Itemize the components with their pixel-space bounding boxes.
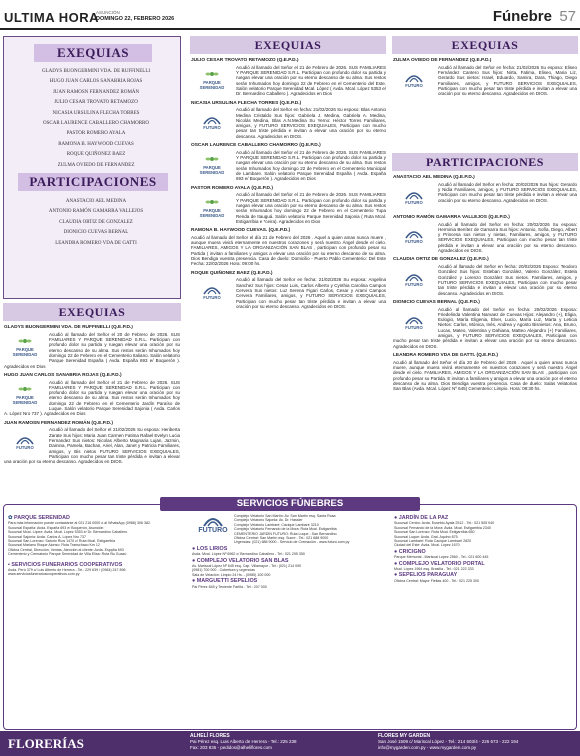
florist-2-name: FLORES MY GARDEN bbox=[378, 733, 431, 739]
service-line: Sucursal San Lorenzo: Ruta Mcal. Estigarribia 650 bbox=[394, 530, 475, 535]
futuro-logo bbox=[393, 223, 435, 251]
obituary-text: Acudió al llamado del Señor el 21 de Febrero de 2026. SUS FAMILIARES Y PARQUE SERENIDAD S.R.L. Participan con profundo dolor su partida y ruegan elevar una oración por su eterno descanso de su alma. Sus restos serán Inhumados hoy domingo 22 de Febrero en el Cementerio Jardín Paraíso de Luque. Salón velatorio Parque Serenidad Sajonia ( Avda. Carlos A. López Nro 737 ). Agradecidos en Dios bbox=[4, 379, 180, 417]
service-line: Sucursal Fernando de la Mora: Avda. Mcal. Estigarribia 2340 bbox=[394, 525, 491, 530]
service-line: Sucursal Luque: Avda. Gral. Aquino 875 bbox=[394, 534, 458, 539]
futuro-logo bbox=[191, 108, 233, 136]
index-participaciones-item: DIONICIO CUEVAS BERNAL bbox=[63, 230, 129, 236]
obituary-name: JUAN RAMOSN FERNANDEZ ROMÁN (Q.E.P.D.) bbox=[4, 420, 113, 426]
parque-serenidad-details bbox=[8, 521, 186, 556]
obituary-name: LEANDRA ROMERO VDA DE GATTI. (Q.E.P.D.) bbox=[393, 352, 499, 358]
obituary-index bbox=[3, 36, 181, 299]
services-title: SERVICIOS FÚNEBRES bbox=[160, 497, 420, 511]
marguetti-details bbox=[192, 585, 388, 589]
service-line: Sucursal San Lorenzo: Saturio Ríos 1470 c/ Ruta Mcal. Estigarribia bbox=[8, 539, 116, 544]
index-exequias-item: OSCAR LAURENCE CABALLERO CHAMORRO bbox=[43, 121, 149, 127]
cricigno-details bbox=[394, 555, 574, 559]
index-participaciones-item: CLAUDIA ORTIZ DE GONZALEZ bbox=[59, 219, 133, 225]
service-line: Pai Pérez 845 y Teniente Fariña - Tel.: 207 000 bbox=[192, 584, 267, 589]
service-line: Mcal. López 1964 esq. Brasilia - Tel.: 021 222 333 bbox=[394, 567, 474, 572]
index-exequias-list bbox=[12, 67, 180, 171]
obituary-name: RAMONA B. HAYWOOD CUEVAS. (Q.E.P.D.) bbox=[191, 228, 291, 234]
florists-title: FLORERÍAS bbox=[8, 736, 84, 751]
logo-name: PARQUE SERENIDAD bbox=[199, 80, 225, 91]
parque-serenidad-logo bbox=[191, 66, 233, 94]
futuro-logo bbox=[4, 428, 46, 456]
futuro-logo bbox=[393, 183, 435, 211]
obituary-name: ZULMA OVIEDO DE FERNANDEZ (Q.E.P.D.) bbox=[393, 58, 492, 63]
index-participaciones-item: ANASTACIO AEL MEDINA bbox=[65, 199, 127, 204]
obituary-text: Acudió al llamado del Señor el 20 de Febrero de 2026. SUS FAMILIARES Y PARQUE SERENIDAD S.R.L. Participan con profundo dolor su partida y ruegan elevar una oración por su eterno descanso de su alma. Sus restos serán Inhumados hoy domingo 22 de Febrero en el Cementerio Italiano. Salón velatorio Parque Serenidad España ( Avda. España 693 e/ Boquerón ). Agradecidos en Dios bbox=[4, 331, 180, 369]
service-line: Complejo Velatorio Fernando de la Mora: Ruta Mcal. Estigarribia bbox=[234, 527, 337, 532]
index-exequias-title: EXEQUIAS bbox=[34, 44, 152, 62]
futuro-mark-icon bbox=[405, 271, 423, 282]
column-3-participaciones bbox=[393, 175, 577, 494]
obituary-name: JULIO CESAR TROVATO RETAMOZO (Q.E.P.D.) bbox=[191, 58, 299, 63]
paraguay-details bbox=[394, 579, 574, 583]
florist-1-details bbox=[190, 739, 370, 750]
flower-icon bbox=[203, 197, 221, 208]
column-3-exequias bbox=[393, 58, 577, 151]
flower-icon bbox=[203, 69, 221, 80]
service-line: Sala de Velación: Limpio 24 Hs. - (0985) 100 000 bbox=[192, 572, 271, 577]
logo-name: PARQUE SERENIDAD bbox=[199, 165, 225, 176]
obituary-text: Acudió al llamado del Señor en fecha: 20/02/2026 Su esposa: Herminia Benítez de Gamarra Sus hijos: Antonio, Sofía, Diego, Albert y Princesa sus nietos y nietas, Familiares, amigos, y FUTURO SERVICIOS EXEQUIALES, Participan con mucho pesar tan triste pérdida e invitan a elevar una oración por su eterno descanso. Agradecidos en DIOS. bbox=[438, 221, 577, 253]
logo-name: FUTURO bbox=[203, 295, 221, 301]
service-line: Cementerio y Crematorio Parque Serenidad de Villa Elisa: Ruta Ñu Guazú bbox=[8, 552, 127, 557]
florist-line: San José 1509 c/ Mariscal López - Tel.: 214 603/4 - 226 673 - 222 194 bbox=[378, 739, 519, 745]
obituary-text: Acudió al llamado del Señor en fecha: 20/02/2026 Esposo: Teodoro González Sus hijos: Esteban González, Valerio González, Estela González y Lorenzo González Sus nietos. Familiares, amigos, y FUTURO SERVICIOS EXEQUIALES, Participan con mucho pesar tan triste pérdida e invitan a elevar una oración por su eterno descanso. Agradecidos en DIOS. bbox=[438, 264, 577, 296]
obituary-text: Acudió al llamado del Señor en fecha: 21/02/2026 Su esposo: Blas Antonio Medina Cristaldo Sus hijos: Gabriela J. Medina, Gabriela A. Medina, Nicolás Medina, Blas A.N.Medina Su Yerno: Héctor Torres Familiares, amigos, y FUTURO SERVICIOS EXEQUIALES, Participan con mucho pesar tan triste pérdida e invitan a elevar una oración por su eterno descanso. Agradecidos en DIOS. bbox=[236, 107, 386, 139]
coop-details bbox=[8, 568, 186, 577]
obituary-notice bbox=[4, 421, 180, 465]
parque-serenidad-logo bbox=[4, 333, 46, 361]
florist-line: Fax: 203 835 - pedidos@alheliflores.com bbox=[190, 744, 272, 750]
service-line: Complejo Velatorio San Martín: Av. San Martín esq. Santa Rosa bbox=[234, 514, 336, 518]
index-participaciones-list bbox=[12, 197, 180, 249]
obituary-text: Acudió al llamado del Señor el 21 de Febrero de 2026. SUS FAMILIARES Y PARQUE SERENIDAD S.R.L. Participan con profundo dolor su partida y ruegan elevar una oración por su eterno descanso de su alma. Sus restos serán Inhumados hoy domingo 22 de Febrero en el Cementerio del Este. Salón velatorio Parque Serenidad Mcal. López ( Avda. Mcal. López 5353 e/ Dr. Bernardino Caballero ). Agradecidos en Dios bbox=[236, 64, 386, 97]
section-name: ULTIMA HORA bbox=[4, 10, 100, 25]
obituary-name: PASTOR ROMERO AYALA (Q.E.P.D.) bbox=[191, 185, 273, 191]
jardin-details bbox=[394, 521, 574, 547]
obituary-text: Acudió al llamado del Señor el día 21 de Febrero del 2026 . Aquel a quien amas nunca muere , aunque muera vivirá eternamente en nuestros corazones y será nuestro Ángel desde el cielo. FAMILIARES, AMIGOS Y LA ORGANIZACIÓN SAN BLAS , participan con profundo pesar su Partida ( invitan a familiares y amigos a elevar una oración por su eterno descanso de su alma. Dios Bendiga vuestra presencia. Casa de duelo: Domicilio - Puerto Pablo Cementerio: Del Este Fecha: 22/02/2026 Hora: 09:00 hs. bbox=[191, 234, 386, 267]
florist-line: info@mygarden.com.py - www.mygarden.com.py bbox=[378, 744, 477, 750]
paraguay-name: ● SEPELIOS PARAGUAY bbox=[394, 572, 458, 579]
florist-2-details bbox=[378, 739, 578, 750]
service-line: Complejo Velatorio Lambaré: Cacique Lambaré 3210 bbox=[234, 522, 319, 527]
logo-name: PARQUE SERENIDAD bbox=[199, 207, 225, 218]
index-exequias-item: HUGO JUAN CARLOS SANABRIA ROJAS bbox=[49, 79, 143, 85]
header-city: ASUNCIÓN bbox=[96, 10, 120, 15]
index-exequias-item: GLADYS BUONGERMINI VDA. DE RUFFINELLI bbox=[41, 69, 151, 74]
service-line: Oficina Central, Dirección, Ventas, Atención al cliente: Avda. España 693 bbox=[8, 547, 124, 552]
florist-line: Pai Pérez esq. Luis Alberto de Herrera - Tel.: 225 238 bbox=[190, 739, 297, 745]
service-line: Sucursal Centro: Avda. Eusebio Ayala 2512 - Tel.: 021 505 040 bbox=[394, 521, 495, 526]
logo-name: FUTURO bbox=[405, 324, 423, 330]
futuro-mark-icon bbox=[405, 228, 423, 239]
obituary-text: Acudió al llamado del Señor el 21 de Febrero de 2026. SUS FAMILIARES Y PARQUE SERENIDAD S.R.L. Participan con profundo dolor su partida y ruegan elevar una oración por su eterno descanso de su alma. Sus restos serán Inhumados hoy domingo 22 de Febrero en el Cementerio Tupa Renda de Itauguá. Salón velatorio Parque Serenidad Sajonia ( Ruta Mcal. Estigarribia e *ceira). Agradecidos en Dios bbox=[236, 192, 386, 224]
logo-name: FUTURO bbox=[405, 199, 423, 205]
logo-name: FUTURO bbox=[405, 282, 423, 288]
parque-serenidad-logo bbox=[4, 381, 46, 409]
logo-name: FUTURO bbox=[405, 239, 423, 245]
obituary-name: ROQUE QUIÑONEZ BAEZ (Q.E.P.D.) bbox=[191, 270, 273, 276]
service-line: Sucursal Mariano Roque Alonso: Ruta Transchaco Km 12 bbox=[8, 543, 100, 548]
futuro-logo bbox=[191, 278, 233, 306]
coop-name: ▪ SERVICIOS FUNERARIOS COOPERATIVOS bbox=[8, 561, 123, 568]
obituary-name: CLAUDIA ORTIZ DE GONZALEZ (Q.E.P.D.) bbox=[393, 257, 489, 263]
column-1 bbox=[4, 325, 180, 493]
obituary-notice bbox=[191, 101, 386, 140]
logo-name: FUTURO bbox=[203, 125, 221, 131]
obituary-name: HUGO JUAN CARLOS SANABRIA ROJAS (Q.E.P.D.) bbox=[4, 372, 122, 378]
obituary-name: ANASTACIO AEL MEDINA (Q.E.P.D.) bbox=[393, 175, 475, 180]
logo-name: FUTURO bbox=[405, 82, 423, 88]
futuro-mark-icon bbox=[202, 514, 224, 528]
complejo-name: ● COMPLEJO VELATORIO PORTAL bbox=[394, 560, 485, 567]
obituary-notice bbox=[191, 186, 386, 225]
col3-participaciones-banner: PARTICIPACIONES bbox=[392, 153, 578, 171]
obituary-notice bbox=[393, 215, 577, 254]
col2-exequias-banner: EXEQUIAS bbox=[190, 36, 386, 54]
index-exequias-item: NICASIA URSULINA FLECHA TORRES bbox=[52, 110, 140, 116]
obituary-name: DIONICIO CUEVAS BERNAL (Q.E.P.D.) bbox=[393, 299, 480, 305]
obituary-name: ANTONIO RAMÓN GAMARRA VALLEJOS (Q.E.P.D.) bbox=[393, 214, 510, 220]
sanblas-name: ● COMPLEJO VELATORIO SAN BLAS bbox=[192, 557, 289, 564]
obituary-text: Acudió al llamado del Señor el 21/02/2026 Su esposa: Heriberta Zarate Sus hijos: Maria Juan Carmen Fatima Rafael Evelyn Lucia Fernandez Sus nietos: Nicolas Alberto Magnaria Lujan, Jazmin, Damina, Pamela, Bachan, Ariel, Alan, Janet y Patricia Familiares, amigos, y Bis nietos FUTURO SERVICIOS EXEQUIALES, Participan con mucho pesar tan triste pérdida e invitan a elevar una oración por su eterno descanso. Agradecidos en DIOS. bbox=[4, 427, 180, 465]
logo-name: FUTURO bbox=[16, 445, 34, 451]
service-line: (0981) 700 000 - Cobertura y urgencias bbox=[192, 568, 255, 573]
obituary-notice bbox=[393, 58, 577, 97]
futuro-logo bbox=[393, 308, 435, 336]
obituary-notice bbox=[191, 58, 386, 97]
futuro-mark-icon bbox=[16, 434, 34, 445]
obituary-notice bbox=[191, 228, 386, 267]
col1-exequias-banner: EXEQUIAS bbox=[3, 303, 181, 321]
service-line: Parque Memorial - Mariscal López 2560 - Tel.: 021 600 445 bbox=[394, 555, 489, 560]
index-exequias-item: JUAN RAMOSN FERNANDEZ ROMÁN bbox=[52, 89, 140, 95]
florist-2 bbox=[378, 734, 578, 750]
service-line: www.serviciosfunerarioscooperativos.com.py bbox=[8, 572, 80, 577]
obituary-notice bbox=[191, 143, 386, 182]
header-date: DOMINGO 22, FEBRERO 2026 bbox=[96, 16, 175, 22]
services-col-3 bbox=[394, 514, 574, 728]
obituary-name: GLADYS BUONGERMINI VDA. DE RUFFINELLI (Q.E.P.D.) bbox=[4, 325, 133, 330]
index-exequias-item: RAMONA B. HAYWOOD CUEVAS bbox=[58, 141, 134, 147]
obituary-text: Acudió al llamado del Señor en fecha: 20/02/2026 Sus hijos: Gerardo y Nidia Familiares, amigos, y FUTURO SERVICIOS EXEQUIALES, Participan con mucho pesar tan triste pérdida e invitan a elevar una oración por su eterno descanso. Agradecidos en DIOS. bbox=[438, 181, 577, 203]
logo-name: PARQUE SERENIDAD bbox=[12, 347, 38, 358]
sanblas-details bbox=[192, 564, 388, 577]
futuro-mark-icon bbox=[203, 114, 221, 125]
futuro-details bbox=[234, 514, 388, 545]
obituary-notice bbox=[393, 300, 577, 349]
service-line: CEMENTERIO JARDÍN FUTURO: Ruta Luque - San Bernardino bbox=[234, 531, 337, 536]
jardin-name: ● JARDÍN DE LA PAZ bbox=[394, 515, 449, 521]
obituary-notice bbox=[393, 257, 577, 296]
service-line: Sucursal Mcal. López: Avda. Mcal. López 5353 e/ Dr. Bernardino Caballero bbox=[8, 530, 128, 535]
lirios-details bbox=[192, 552, 388, 556]
index-participaciones-item: ANTONIO RAMÓN GAMARRA VALLEJOS bbox=[48, 209, 144, 215]
florist-1-name: ALHELÍ FLORES bbox=[190, 733, 230, 739]
futuro-logo: FUTURO bbox=[192, 514, 234, 545]
index-participaciones-item: LEANDRA ROMERO VDA DE GATTI bbox=[55, 240, 137, 246]
service-line: Oficina Central: San Martín esq. Sucre - Tel.: 021 688 9000 bbox=[234, 536, 329, 541]
futuro-mark-icon bbox=[405, 189, 423, 200]
col3-exequias-banner: EXEQUIAS bbox=[392, 36, 578, 54]
futuro-mark-icon bbox=[405, 72, 423, 83]
florist-1 bbox=[190, 734, 370, 750]
obituary-text: Acudió al llamado del Señor en fecha: 21/02/2026 Su esposa: Angelina Sanchez Sus hijos: Cesar Luis, Carlos Alberto y Cynthia Carolina Campos Cervera Sus nietos: Luz Serena Figari Carlos, Cesar y Arami Campos Cervera Familiares, amigos, y FUTURO SERVICIOS EXEQUIALES, Participan con mucho pesar tan triste pérdida e invitan a elevar una oración por su eterno descanso. Agradecidos en DIOS. bbox=[236, 277, 386, 309]
parque-serenidad-logo bbox=[191, 151, 233, 179]
index-exequias-item: ROQUE QUIÑONEZ BAEZ bbox=[66, 152, 126, 158]
index-participaciones-title: PARTICIPACIONES bbox=[18, 173, 168, 191]
futuro-logo bbox=[393, 265, 435, 293]
flower-icon bbox=[16, 384, 34, 395]
futuro-logo bbox=[393, 66, 435, 94]
service-line: Sucursal Sajonia: Avda. Carlos A. López Nro 737 bbox=[8, 534, 87, 539]
obituary-text: Acudió al llamado del Señor el día 20 de Febrero del 2026 . Aquel a quien amas nunca muere, aunque muera vivirá eternamente en nuestros corazones y será nuestro Ángel desde el cielo. FAMILIARES, AMIGOS Y LA ORGANIZACIÓN SAN BLAS , participan con profundo pesar su Partida. E invitan a familiares y amigos a elevar una oración por el eterno descanso de su alma. Dios Bendiga vuestra presencia. Casa de duelo: Salas Velatorias San Blas (Avda. Mcal. López Nº 645) Cementerio: Limpio. Hora: 08:30 hs. bbox=[393, 359, 577, 392]
page-number: 57 bbox=[559, 8, 576, 25]
parque-serenidad-name: ✿ PARQUE SERENIDAD bbox=[8, 515, 70, 521]
service-line: Avda. Perú 379 c/ Luis Alberto de Herrera - Tel.: 229 639 / (0984) 247 896 bbox=[8, 568, 126, 573]
column-2 bbox=[191, 58, 386, 494]
service-line: Oficina Central: Mayor Fleitas 400 - Tel.: 021 225 300 bbox=[394, 578, 480, 583]
service-line: Sucursal España: Avda. España 693 e/ Boquerón, Asunción bbox=[8, 525, 104, 530]
complejo-details bbox=[394, 567, 574, 571]
logo-name: PARQUE SERENIDAD bbox=[12, 395, 38, 406]
service-line: Para más información puede contactarse al 021 216 0000 o al WhatsApp (0986) 306 382. bbox=[8, 521, 152, 526]
service-line: Complejo Velatorio Sajonia: Av. Dr. Hassler bbox=[234, 518, 303, 523]
service-line: Av. Mariscal López Nº 645 esq. Cap. Villamayor - Tel.: (021) 214 090 bbox=[192, 564, 302, 569]
index-exequias-item: PASTOR ROMERO AYALA bbox=[66, 131, 126, 137]
obituary-notice bbox=[191, 271, 386, 310]
flower-icon bbox=[16, 336, 34, 347]
cricigno-name: ● CRICIGNO bbox=[394, 548, 426, 555]
obituary-notice bbox=[393, 353, 577, 392]
service-line: Sucursal Lambaré: Ruta Cacique Lambaré 2820 bbox=[394, 539, 472, 544]
obituary-text: Acudió al llamado del Señor el 21 de Febrero de 2026. SUS FAMILIARES Y PARQUE SERENIDAD S.R.L. Participan con profundo dolor su partida y ruegan elevar una oración por su eterno descanso de su alma. Sus restos serán Inhumados hoy domingo 22 de Febrero en el Cementerio Municipal de Lambare. Salón velatorio Parque Serenidad España ( Avda. España 693 e/ Boquerón ). Agradecidos en Dios bbox=[236, 149, 386, 182]
index-exequias-item: JULIO CESAR TROVATO RETAMOZO bbox=[54, 100, 138, 106]
obituary-name: NICASIA URSULINA FLECHA TORRES (Q.E.P.D.) bbox=[191, 100, 302, 106]
florists-footer bbox=[0, 731, 580, 756]
services-col-2 bbox=[192, 514, 388, 728]
page-header bbox=[0, 0, 580, 30]
flower-icon bbox=[203, 154, 221, 165]
service-line: Ciudad del Este: Avda. Mcal. López 1670 bbox=[394, 543, 460, 548]
service-line: Avda. Mcal. López Nº 6962 c/ Bernardino Caballero - Tel.: 021 295 350 bbox=[192, 552, 305, 557]
obituary-name: OSCAR LAURENCE CABALLERO CHAMORRO (Q.E.P.D.) bbox=[191, 143, 321, 149]
obituary-notice bbox=[393, 175, 577, 211]
section-category: Fúnebre bbox=[492, 8, 552, 25]
service-line: Urgencias: (021) 688 9000 - Servicio de Cremación - www.futuro.com.py bbox=[234, 540, 350, 545]
obituary-text: Acudió al llamado del Señor en fecha: 20/02/2026 Esposa: Friedelinda Valentina Narvaez de Cuevas Hijos: Alejandro (+), Eligia, Eulogio, María Eligenia, Elver, Lucio, María Luz, Marta y Leticia Nietos: Carlos, Mónica, Inés, Andrea y Agosto Bisnietos: Ana, Bruno, Lucas, Mateo, Valentina y Dahiana, Matteo Alejandro (+) Familiares, amigos, y FUTURO SERVICIOS EXEQUIALES, Participan con mucho pesar tan triste pérdida e invitan a elevar una oración por su eterno descanso. Agradecidos en DIOS. bbox=[393, 306, 577, 349]
obituary-text: Acudió al llamado del Señor en fecha: 21/02/2026 Su esposo: Eliseo Fernández Cantero Sus hijos: Nirta, Fatima, Eliseo, Maria Liz, Gerardo Sus nietos: Israel, Eduardo, Samira, Dara, Thiago, Diego Familiares, amigos, y FUTURO SERVICIOS EXEQUIALES, Participan con mucho pesar tan triste pérdida e invitan a elevar una oración por su eterno descanso. Agradecidos en DIOS. bbox=[438, 64, 577, 97]
index-exequias-item: ZULMA OVIEDO DE FERNANDEZ bbox=[57, 162, 135, 168]
obituary-notice bbox=[4, 325, 180, 369]
lirios-name: ● LOS LIRIOS bbox=[192, 545, 228, 552]
services-col-1 bbox=[8, 514, 186, 728]
parque-serenidad-logo bbox=[191, 193, 233, 221]
futuro-mark-icon bbox=[405, 314, 423, 325]
obituary-notice bbox=[4, 373, 180, 417]
futuro-mark-icon bbox=[203, 284, 221, 295]
marguetti-name: ● MARGUETTI SEPELIOS bbox=[192, 578, 258, 585]
